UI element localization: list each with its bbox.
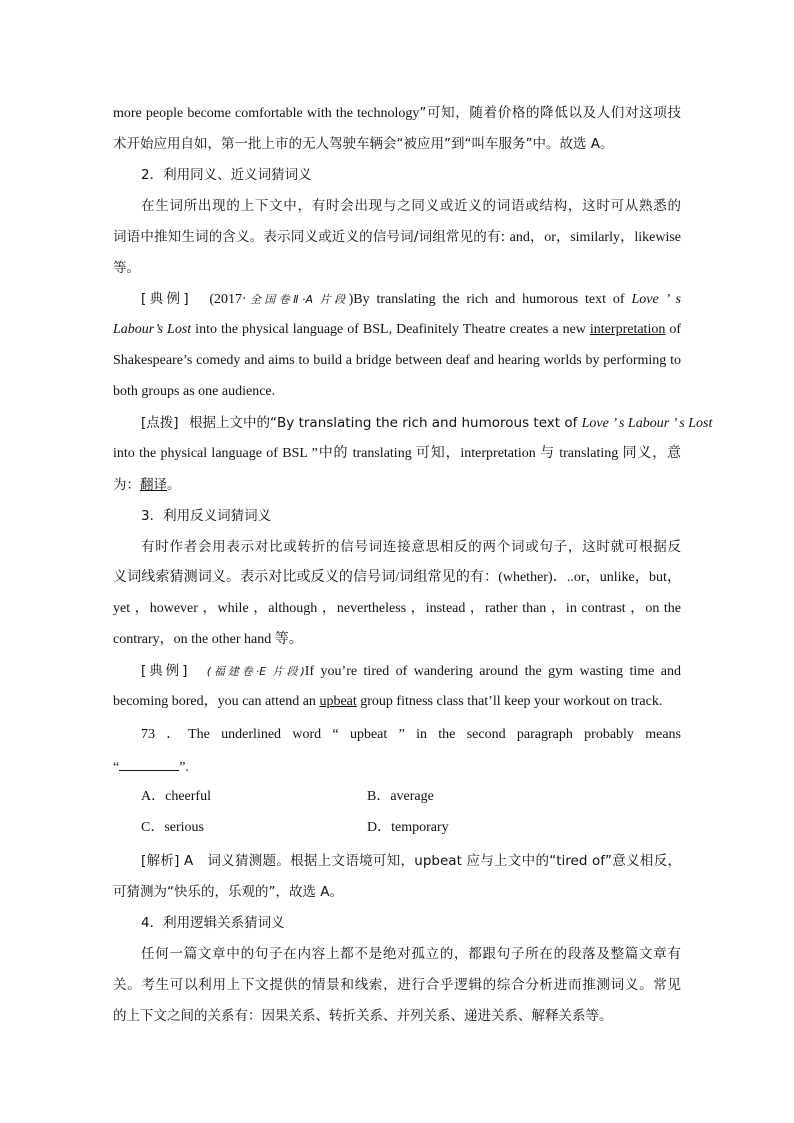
- analysis-tag: [解析]: [141, 853, 180, 869]
- text-run: group fitness class that’ll keep your workout on track.: [356, 694, 663, 709]
- para4-line1: 任何一篇文章中的句子在内容上都不是绝对孤立的，都跟句子所在的段落及整篇文章有: [141, 946, 681, 962]
- text-run: ”可知，随着价格的降低以及人们对这项技: [419, 105, 681, 121]
- para3-line4: contrary，on the other hand 等。: [113, 632, 303, 647]
- example2-line1: [141, 662, 681, 681]
- underlined-word: interpretation: [589, 322, 666, 337]
- tip-line1: [141, 414, 713, 433]
- para2-line3: 等。: [113, 260, 140, 276]
- example1-line2: [113, 321, 681, 339]
- option-b: B．average: [367, 789, 434, 804]
- italic-title: Love ’ s Labour ’ s Lost: [581, 416, 713, 431]
- para4-line3: 的上下文之间的关系有：因果关系、转折关系、并列关系、递进关系、解释关系等。: [113, 1008, 613, 1024]
- para1-line2: 术开始应用自如，第一批上市的无人驾驶车辆会“被应用”到“叫车服务”中。故选 A。: [113, 136, 614, 152]
- text-run: If you’re tired of wandering around the gym wasting time and: [304, 664, 681, 679]
- section-heading-3: 3．利用反义词猜词义: [141, 508, 272, 524]
- option-c: C．serious: [141, 820, 204, 835]
- text-run: )By translating the rich and humorous text of: [348, 292, 632, 307]
- question-73: 73 ．The underlined word “ upbeat ” in the second paragraph probably means: [141, 727, 681, 742]
- text-run: ”.: [179, 760, 189, 775]
- para2-line2: [113, 228, 681, 247]
- text-run: 为：: [113, 477, 140, 493]
- example1-line4: both groups as one audience.: [113, 384, 276, 399]
- option-a: A．cheerful: [141, 789, 211, 804]
- text-run: A 词义猜测题。根据上文语境可知，upbeat 应与上文中的“tired of”意义相反，: [179, 853, 681, 869]
- source-paper: 全国卷Ⅱ·A 片段: [246, 293, 349, 306]
- para2-line1: 在生词所出现的上下文中，有时会出现与之同义或近义的词语或结构，这时可从熟悉的: [141, 198, 681, 214]
- source-paper: (福建卷·E 片段): [206, 665, 305, 678]
- para3-line1: 有时作者会用表示对比或转折的信号词连接意思相反的两个词或句子，这时就可根据反: [141, 539, 681, 555]
- example2-line2: [113, 693, 681, 711]
- option-d: D．temporary: [367, 820, 449, 835]
- analysis-line2: 可猜测为“快乐的，乐观的”，故选 A。: [113, 884, 344, 900]
- example-tag: [典例]: [141, 291, 189, 307]
- text-run: more people become comfortable with the technology: [113, 106, 420, 121]
- answer-blank[interactable]: [119, 757, 179, 771]
- text-run: “: [113, 760, 120, 775]
- text-run: and，or，similarly，likewise: [509, 230, 681, 245]
- underlined-answer: 翻译: [140, 477, 167, 493]
- question-73-blank-line: [113, 757, 681, 777]
- section-heading-2: 2．利用同义、近义词猜词义: [141, 167, 312, 183]
- example1-line1: [141, 290, 681, 309]
- text-run: into the physical language of BSL, Deafinitely Theatre creates a new: [191, 322, 590, 337]
- analysis-line1: [141, 852, 681, 871]
- italic-title: Labour’s Lost: [113, 322, 192, 337]
- underlined-word: upbeat: [319, 694, 357, 709]
- tip-line2: into the physical language of BSL ”中的 translating 可知，interpretation 与 translating 同义，意: [113, 446, 681, 461]
- para3-line3: yet ，however ，while ，although ，nevertheless ，instead ，rather than ，in contrast ，on the: [113, 601, 681, 616]
- tip-line3: [113, 476, 681, 494]
- example1-line3: Shakespeare’s comedy and aims to build a bridge between deaf and hearing worlds by performing to: [113, 353, 681, 368]
- source-year: (2017·: [209, 292, 247, 307]
- text-run: 词语中推知生词的含义。表示同义或近义的信号词/词组常见的有:: [113, 229, 510, 245]
- text-run: 根据上文中的“By translating the rich and humorous text of: [189, 415, 582, 431]
- italic-title: Love ’ s: [631, 292, 681, 307]
- section-heading-4: 4．利用逻辑关系猜词义: [141, 915, 285, 931]
- tip-tag: [点拨]: [141, 415, 179, 431]
- para4-line2: 关。考生可以利用上下文提供的情景和线索，进行合乎逻辑的综合分析进而推测词义。常见: [113, 977, 681, 993]
- example-tag: [典例]: [141, 663, 188, 679]
- para1-line1: [113, 104, 681, 123]
- text-run: 。: [167, 477, 181, 493]
- text-run: of: [665, 322, 682, 337]
- para3-line2: 义词线索猜测词义。表示对比或反义的信号词/词组常见的有：(whether)．..or，unlike，but，: [113, 570, 681, 585]
- text-run: becoming bored，you can attend an: [113, 694, 320, 709]
